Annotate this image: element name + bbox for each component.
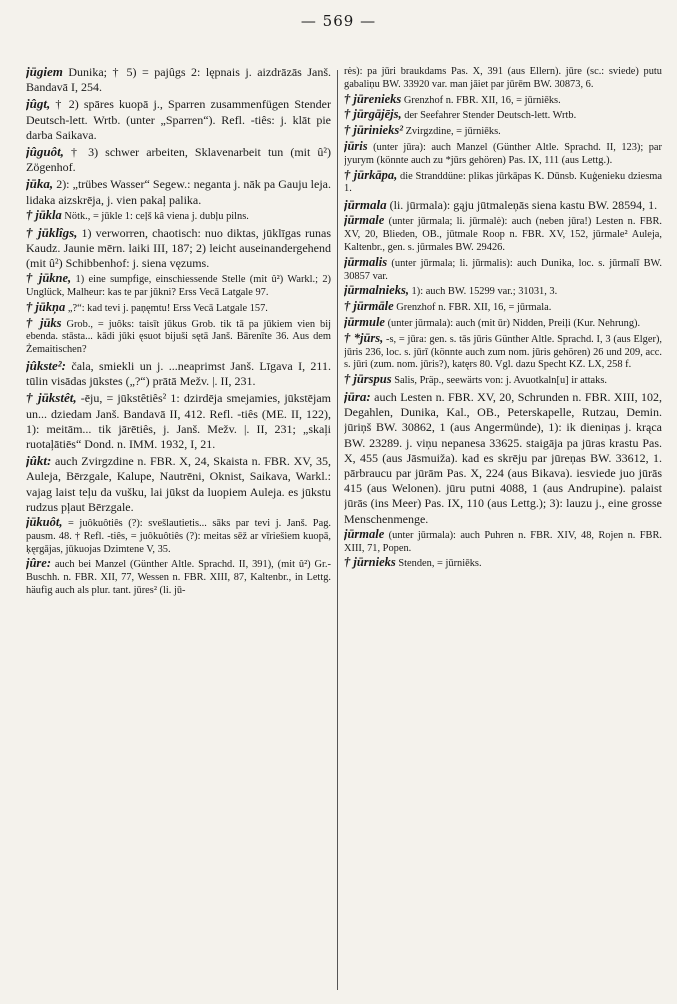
entry-definition: 2): „trübes Wasser“ Segew.: neganta j. nāk pa Gauju leja. lidaka aizskrēja, j. vien pakaļ palika. xyxy=(26,177,331,207)
entry-headword: jûgt, xyxy=(26,96,51,112)
entry-headword: jūrmalis xyxy=(344,254,388,269)
entry-headword: † jūrkāpa, xyxy=(344,167,398,182)
entry-headword: † jūkstêt, xyxy=(26,390,77,406)
entry-definition: -s, = jūra: gen. s. tās jūris Günther Altle. Sprachd. I, 3 (aus Elger), jūris 236, loc. s. jūrī (könnte auch zum nom. jūris gehören) 26 und 209, acc. s. jūri (zum. nom. jūris?), katęrs 80. Vgl. dazu Specht KZ. LX, 258 f. xyxy=(344,333,662,371)
dictionary-entry xyxy=(344,316,662,331)
entry-definition: auch Lesten n. FBR. XV, 20, Schrunden n. FBR. XIII, 102, Degahlen, Dunika, Kal., OB., Peterskapelle, Rutzau, Demin. jūriņš BW. 30862, 1 (aus Angermünde), 1): ik dieniņas j. krąca BW. 23289. j. viņu nepanesa 33625. staigāja pa jūras krastu Pas. X, 455 (aus Jāsmuiža). kad es skrēju par jūreņas BW. 33612, 1. pārbraucu par jūrām Pas. X, 224 (aus Bikava). iesviede juo jūrās 415 (aus Welonen). jūru putni 4088, 1 (aus Andrupine). palaist jūrās (ins Meer) Pas. IX, 110 (aus Lettg.); 3): lauzu j., eine grosse Menschenmenge. xyxy=(344,389,662,526)
dictionary-entry xyxy=(344,389,662,527)
dictionary-entry xyxy=(26,301,331,316)
entry-definition: „?“: kad tevi j. paņęmtu! Erss Vecā Latgale 157. xyxy=(65,302,268,314)
entry-headword: † jūks xyxy=(26,315,62,330)
entry-definition: (unter jūrmala; li. jūrmalė): auch (neben jūra!) Lesten n. FBR. XV, 20, Blieden, OB., jūtmale Roop n. FBR. XV, 152, jūrmale² Auleja, Kaltenbr., gen. s. jūrmales BW. 29426. xyxy=(344,216,662,253)
entry-definition: auch Zvirgzdine n. FBR. X, 24, Skaista n. FBR. XV, 35, Auleja, Bērzgale, Kalupe, Nautrēni, Oknist, Saikava, Warkl.: vajag laist teļu da vušku, lai jūkst da luopiem Auleja. es jūkstu rudzus pļaut Bērzgale. xyxy=(26,454,331,514)
entry-headword: jūrmale xyxy=(344,526,385,541)
entry-definition: (unter jūra): auch Manzel (Günther Altle. Sprachd. II, 123); par jyurym (könnte auch zu *jūrs gehören) Pas. IX, 111 (aus Lettg.). xyxy=(344,141,662,166)
entry-headword: jūris xyxy=(344,138,368,153)
entry-headword: jūkuôt, xyxy=(26,515,63,530)
dictionary-entry xyxy=(26,358,331,389)
dictionary-entry xyxy=(26,225,331,272)
entry-definition: Grenzhof n. FBR. XII, 16, = jūrniēks. xyxy=(401,94,561,106)
entry-headword: † jūrnieks xyxy=(344,555,396,570)
dictionary-entry xyxy=(344,256,662,284)
entry-definition: der Seefahrer Stender Deutsch-lett. Wrtb. xyxy=(401,110,577,122)
dictionary-entry xyxy=(26,317,331,357)
entry-headword: jūka, xyxy=(26,176,54,192)
entry-definition: (unter jūrmala): auch Puhren n. FBR. XIV, 48, Rojen n. FBR. XIII, 71, Popen. xyxy=(344,529,662,554)
entry-headword: jûkste²: xyxy=(26,358,67,374)
dictionary-entry xyxy=(26,176,331,207)
entry-headword: † jūrmāle xyxy=(344,299,394,314)
dictionary-entry xyxy=(26,209,331,224)
entry-headword: jûguôt, xyxy=(26,144,64,160)
dictionary-entry xyxy=(26,390,331,452)
entry-headword: jūrmale xyxy=(344,213,385,228)
entry-headword: jūra: xyxy=(344,388,371,404)
dictionary-entry xyxy=(26,64,331,95)
entry-definition: Grenzhof n. FBR. XII, 16, = jūrmala. xyxy=(393,302,552,314)
entry-headword: † jūrinieks² xyxy=(344,123,403,138)
dictionary-entry xyxy=(344,197,662,213)
entry-definition: † 3) schwer arbeiten, Sklavenarbeit tun (mit û²) Zögenhof. xyxy=(26,145,331,175)
dictionary-entry xyxy=(344,284,662,299)
entry-headword: jûre: xyxy=(26,556,51,571)
entry-headword: † jūkla xyxy=(26,207,62,222)
entry-headword: jūrmala xyxy=(344,197,387,213)
entry-definition: (unter jūrmala; li. jūrmalis): auch Dunika, loc. s. jūrmalī BW. 30857 var. xyxy=(344,257,662,282)
entry-definition: Nötk., = jūkle 1: ceļš kâ viena j. dubļu pilns. xyxy=(61,210,249,222)
dictionary-entry xyxy=(344,373,662,388)
dictionary-entry xyxy=(344,214,662,254)
dictionary-entry xyxy=(344,93,662,108)
dictionary-entry xyxy=(26,96,331,143)
entry-headword: † jūkņa xyxy=(26,299,66,314)
entry-headword: † jūkne, xyxy=(26,271,72,286)
dictionary-entry xyxy=(344,556,662,571)
entry-definition: Zvirgzdine, = jūrniēks. xyxy=(402,126,501,138)
dictionary-entry xyxy=(26,453,331,515)
dictionary-entry xyxy=(344,108,662,123)
entry-definition: Dunika; † 5) = pajûgs 2: lępnais j. aizdrāzās Janš. Bandavā I, 254. xyxy=(26,65,331,95)
page-number: — 569 — xyxy=(300,12,377,30)
entry-headword: † jūrspus xyxy=(344,372,392,387)
entry-headword: jūrmule xyxy=(344,314,385,329)
entry-definition: Stenden, = jūrniēks. xyxy=(395,558,482,570)
entry-definition: 1) verworren, chaotisch: nuo diktas, jūklīgas runas Kaudz. Jaunie mērn. laiki III, 187; 2) leicht auseinandergehend (mit û²) Schibbenhof: j. siena vęzums. xyxy=(26,225,331,271)
left-column xyxy=(26,64,331,996)
entry-headword: jûkt: xyxy=(26,453,52,469)
dictionary-entry xyxy=(26,516,331,556)
dictionary-entry xyxy=(26,144,331,175)
entry-headword: † jūrenieks xyxy=(344,91,402,106)
entry-definition: 1) eine sumpfige, einschiessende Stelle (mit û²) Warkl.; 2) Unglück, Malheur: kas te par jūkni? Erss Vecā Latgale 97. xyxy=(26,274,331,299)
entry-definition: = juôkuôtiês (?): svešlautietis... sāks par tevi j. Janš. Pag. pausm. 48. † Refl. -tiês, = juôkuôtiês (?): meitas sēž ar vīriešiem kuopā, ķęrgājas, jūkuojas Dzimtene V, 35. xyxy=(26,518,331,555)
dictionary-entry xyxy=(344,332,662,372)
dictionary-entry xyxy=(344,300,662,315)
entry-definition: auch bei Manzel (Günther Altle. Sprachd. II, 391), (mit û²) Gr.-Buschh. n. FBR. XII, 77, Wessen n. FBR. XIII, 87, Kaltenbr., in Lettg. häufig auch als plur. tant. jūres² (li. jū- xyxy=(26,559,331,597)
entry-headword: † jūklîgs, xyxy=(26,224,78,240)
right-column xyxy=(344,64,662,996)
entry-definition: Salis, Präp., seewärts von: j. Avuotkaln[u] ir attaks. xyxy=(391,375,607,387)
entry-definition: rės): pa jūri braukdams Pas. X, 391 (aus Ellern). jūre (sc.: sviede) putu gabaliņu BW. 33920 var. man jāiet par jūrēm BW. 30873, 6. xyxy=(344,66,662,90)
entry-definition: (unter jūrmala): auch (mit ūr) Nidden, Preiļi (Kur. Nehrung). xyxy=(385,317,641,329)
entry-definition: Grob., = juôks: taisīt jūkus Grob. tik tā pa jūkiem vien bij ebenda. stāsta... kādi jūki ęsuot bijuši sętā Janš. Bārenīte 36. Aus dem Żemaitischen? xyxy=(26,318,331,356)
dictionary-entry xyxy=(26,557,331,597)
dictionary-entry xyxy=(344,124,662,139)
entry-headword: † *jūrs, xyxy=(344,330,384,345)
entry-definition: čala, smiekli un j. ...neaprimst Janš. Līgava I, 211. tūlin visādas jūkstes („?“) prātā Mežv. |. II, 231. xyxy=(26,359,331,389)
dictionary-entry xyxy=(344,528,662,556)
entry-headword: jūrmalnieks, xyxy=(344,283,409,298)
entry-headword: jūgiem xyxy=(26,64,63,79)
entry-definition: 1): auch BW. 15299 var.; 31031, 3. xyxy=(408,286,558,298)
entry-definition: -ēju, = jūkstêtiês² 1: dzirdēja smejamies, jūkstējam un... dziedam Janš. Bandavā II, 412. Refl. -tiês (ME. II, 122), 1): meitām... tik jārētiês, j. Janš. Mežv. |. II, 231; „skaļi ruotaļātiēs“ Dond. n. IMM. 1932, I, 21. xyxy=(26,391,331,452)
column-divider xyxy=(337,70,338,990)
entry-definition: † 2) spāres kuopā j., Sparren zusammenfügen Stender Deutsch-lett. Wrtb. (unter „Sparren“). Refl. -tiês: j. klāt pie darba Saikava. xyxy=(26,97,331,142)
dictionary-entry xyxy=(344,169,662,197)
entry-definition: (li. jūrmala): gąju jūtmaleņās siena kastu BW. 28594, 1. xyxy=(386,198,658,213)
dictionary-entry xyxy=(26,272,331,300)
entry-definition: die Stranddüne: plikas jūrkāpas K. Dūnsb. Kuģenieku dziesma 1. xyxy=(344,170,662,195)
entry-headword: † jūrgājējs, xyxy=(344,107,402,122)
dictionary-entry xyxy=(344,64,662,92)
dictionary-entry xyxy=(344,140,662,168)
